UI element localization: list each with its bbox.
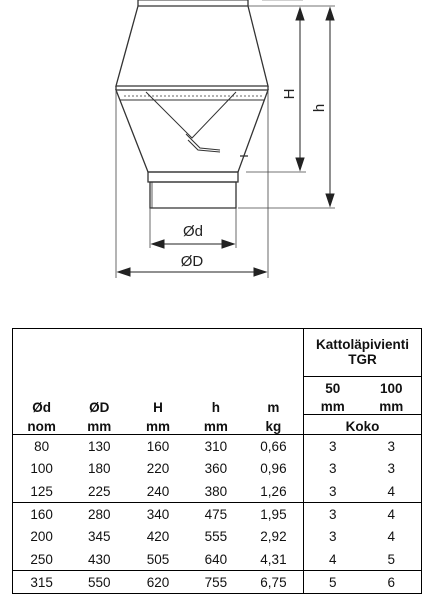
- spec-table: [12, 328, 422, 594]
- table-cell: 280: [87, 506, 111, 522]
- table-cell: 5: [362, 548, 422, 571]
- table-cell: 160: [146, 439, 170, 454]
- table-cell: 130: [87, 439, 111, 454]
- table-cell: 180: [87, 461, 111, 477]
- col-header-h: h: [211, 399, 220, 415]
- table-cell: 80: [34, 439, 50, 454]
- table-row: [13, 526, 422, 549]
- d-small-label: Ød: [182, 223, 204, 240]
- table-cell: 475: [204, 506, 228, 522]
- table-cell: 315: [30, 574, 53, 590]
- table-cell: 430: [70, 548, 128, 571]
- table-row: [13, 435, 422, 458]
- table-cell: 160: [30, 506, 53, 522]
- table-cell: 1,26: [244, 480, 304, 503]
- table-cell: 4: [387, 506, 396, 522]
- col-header-100-unit: mm: [362, 396, 422, 414]
- cap-lower-cone: [116, 90, 268, 172]
- table-cell: 2,92: [260, 529, 287, 545]
- col-unit-d: nom: [13, 415, 71, 435]
- table-cell: 3: [304, 458, 362, 481]
- table-cell: 4: [362, 480, 422, 503]
- table-cell: 200: [30, 529, 53, 545]
- H-label: H: [281, 88, 298, 100]
- table-cell: 555: [204, 529, 228, 545]
- table-body: [13, 435, 422, 594]
- col-header-50-unit: mm: [304, 396, 362, 414]
- table-cell: 340: [146, 506, 170, 522]
- table-cell: 3: [304, 503, 362, 526]
- table-cell: 225: [70, 480, 128, 503]
- cap-upper-cone: [116, 6, 268, 86]
- table-cell: 1,95: [260, 506, 287, 522]
- group-header-line2: TGR: [348, 352, 377, 368]
- table-cell: 125: [13, 480, 71, 503]
- table-cell: 360: [204, 461, 228, 477]
- table-cell: 420: [146, 529, 170, 545]
- table-cell: 5: [304, 571, 362, 594]
- table-cell: 505: [128, 548, 188, 571]
- table-cell: 6,75: [260, 574, 287, 590]
- group-header: [304, 329, 422, 377]
- table-cell: 3: [304, 526, 362, 549]
- table-cell: 755: [204, 574, 228, 590]
- table-cell: 380: [188, 480, 244, 503]
- pipe: [150, 182, 236, 208]
- col-header-50: 50: [304, 376, 362, 396]
- h-label: h: [311, 103, 328, 113]
- table-row: [13, 548, 422, 571]
- table-row: [13, 480, 422, 503]
- col-unit-H: mm: [128, 415, 188, 435]
- table-cell: 3: [387, 439, 396, 454]
- table-cell: 3: [304, 435, 362, 458]
- table-cell: 220: [146, 461, 170, 477]
- table-cell: 0,96: [260, 461, 287, 477]
- col-header-D: ØD: [89, 399, 110, 415]
- col-header-m: m: [267, 399, 280, 415]
- table-cell: 0,66: [260, 439, 287, 454]
- table-cell: 640: [188, 548, 244, 571]
- col-header-d: Ød: [32, 399, 52, 415]
- table-row: [13, 458, 422, 481]
- table-cell: 100: [30, 461, 53, 477]
- table-cell: 550: [87, 574, 111, 590]
- table-cell: 310: [204, 439, 228, 454]
- table-cell: 3: [304, 480, 362, 503]
- collar: [148, 172, 238, 182]
- group-header-line1: Kattoläpivienti: [316, 337, 410, 353]
- table-row: [13, 571, 422, 594]
- table-cell: 6: [387, 574, 396, 590]
- table-cell: 4: [387, 529, 396, 545]
- table-cell: 240: [128, 480, 188, 503]
- koko-label: Koko: [304, 415, 422, 435]
- spec-table-container: [12, 328, 422, 594]
- table-row: [13, 503, 422, 526]
- col-unit-h: mm: [188, 415, 244, 435]
- table-cell: 620: [146, 574, 170, 590]
- table-cell: 4,31: [244, 548, 304, 571]
- d-large-label: ØD: [180, 253, 204, 270]
- table-cell: 4: [304, 548, 362, 571]
- col-unit-D: mm: [70, 415, 128, 435]
- table-cell: 3: [387, 461, 396, 477]
- col-unit-m: kg: [244, 415, 304, 435]
- col-header-H: H: [153, 399, 163, 415]
- table-cell: 345: [87, 529, 111, 545]
- table-cell: 250: [13, 548, 71, 571]
- col-header-100: 100: [380, 381, 403, 397]
